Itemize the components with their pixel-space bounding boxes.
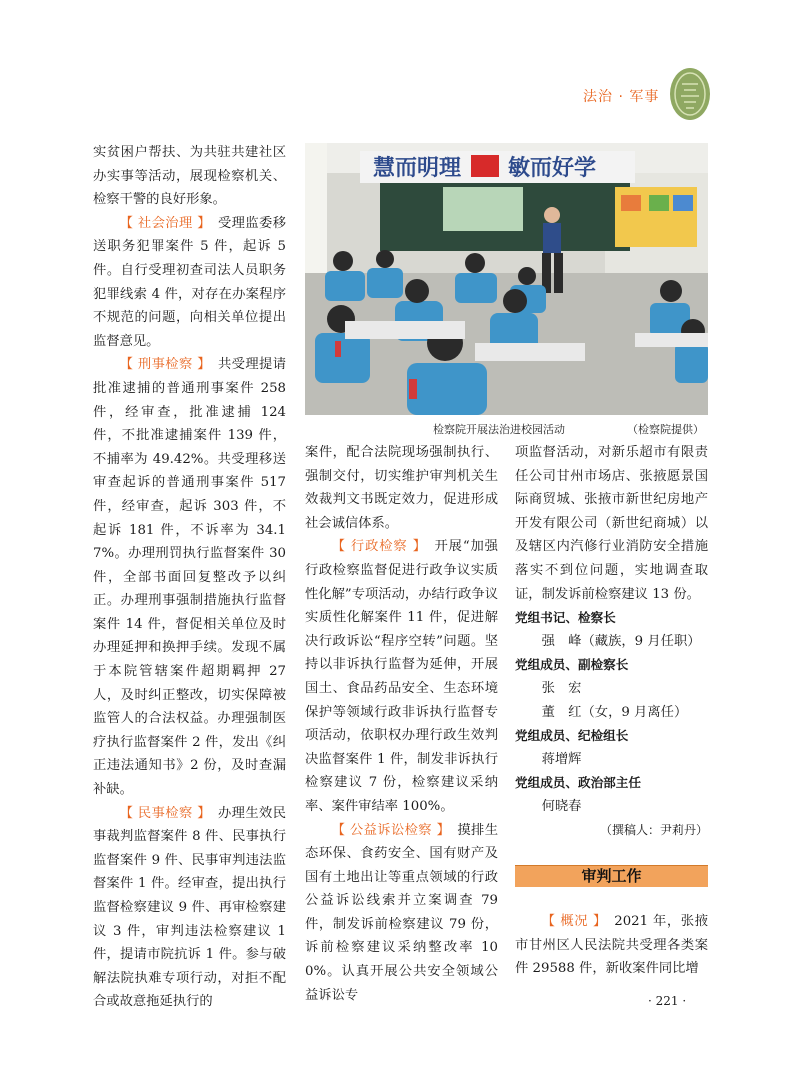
paragraph-administrative-procuratorate: [305, 535, 498, 818]
role-title: 党组书记、检察长: [515, 610, 616, 626]
page-number: · 221 ·: [648, 994, 687, 1008]
paragraph-social-governance: [93, 212, 286, 354]
section-heading-bar: [515, 865, 708, 887]
paragraph-text: 办理生效民事裁判监督案件 8 件、民事执行监督案件 9 件、民事审判违法监督案件 1 件。经审查，提出执行监督检察建议 9 件、再审检察建议 3 件，审判违法检察建议 1 件，提请市院抗诉 1 件。参与破解法院执难专项行动，对拒不配合或故意拖延执行的: [93, 805, 287, 1010]
paragraph-civil-procuratorate: [93, 802, 286, 1014]
paragraph-public-interest-litigation: [305, 819, 498, 1008]
paragraph: 项监督活动，对新乐超市有限责任公司甘州市场店、张掖愿景国际商贸城、张掖市新世纪房地产开发有限公司（新世纪商城）以及辖区内汽修行业消防安全措施落实不到位问题，实地调查取证，制发诉前检察建议 13 份。: [515, 445, 708, 602]
paragraph-criminal-procuratorate: [93, 353, 286, 801]
role-title: 党组成员、政治部主任: [515, 775, 641, 791]
person-name: 蒋增辉: [541, 751, 582, 767]
paragraph-overview: [515, 910, 708, 981]
person-name: 张 宏: [541, 680, 582, 696]
section-tag: 【 民事检察 】: [119, 805, 205, 821]
classroom-photo: [305, 143, 708, 415]
paragraph-text: 受理监委移送职务犯罪案件 5 件，起诉 5 件。自行受理初查司法人员职务犯罪线索 4 件，对存在办案程序不规范的问题，向相关单位提出监督意见。: [93, 215, 287, 349]
section-tag: 【 行政检察 】: [331, 539, 421, 555]
person-name: 何晓春: [541, 798, 582, 814]
paragraph-text: 共受理提请批准逮捕的普通刑事案件 258 件，经审查，批准逮捕 124 件，不批准逮捕案件 139 件，不捕率为 49.42%。共受理移送审查起诉的普通刑事案件 517 件，经审查，起诉 303 件，不起诉 181 件，不诉率为 34.17%。办理刑罚执行监督案件 30 件，全部书面回复整改予以纠正。办理刑事强制措施执行监督案件 14 件，督促相关单位及时办理延押和换押手续。发现不属于本院管辖案件超期羁押 27 人，及时纠正整改，切实保障被监管人的合法权益。办理强制医疗执行监督案件 2 件，发出《纠正违法通知书》2 份，及时查漏补缺。: [93, 357, 287, 798]
paragraph: 实贫困户帮扶、为共驻共建社区办实事等活动，展现检察机关、检察干警的良好形象。: [93, 145, 286, 208]
section-tag: 【 公益诉讼检察 】: [331, 822, 444, 838]
paragraph: 案件，配合法院现场强制执行、强制交付，切实维护审判机关生效裁判文书既定效力，促进形成社会诚信体系。: [305, 445, 498, 531]
column-2: [305, 441, 498, 1007]
section-heading: 审判工作: [581, 867, 642, 885]
banner-right-text: 敏而好学: [508, 156, 597, 181]
paragraph-text: 2021 年，张掖市甘州区人民法院共受理各类案件 29588 件，新收案件同比增: [515, 914, 708, 977]
person-name: 强 峰（藏族，9 月任职）: [541, 633, 701, 649]
caption-text: 检察院开展法治进校园活动: [433, 423, 565, 436]
role-title: 党组成员、副检察长: [515, 657, 629, 673]
section-header: 法治 · 军事: [583, 89, 660, 105]
column-1: [93, 141, 286, 1014]
banner-left-text: 慧而明理: [373, 156, 462, 181]
role-title: 党组成员、纪检组长: [515, 728, 629, 744]
column-3-lower: [515, 910, 708, 981]
person-name: 董 红（女，9 月离任）: [541, 704, 688, 720]
section-tag: 【 社会治理 】: [119, 215, 205, 231]
author-credit: （撰稿人：尹莉丹）: [599, 822, 708, 837]
paragraph-text: 摸排生态环保、食药安全、国有财产及国有土地出让等重点领域的行政公益诉讼线索并立案调查 79 件，制发诉前检察建议 79 份，诉前检察建议采纳整改率 100%。认真开展公共安全领域公益诉讼专: [305, 822, 499, 1003]
column-3: [515, 441, 708, 842]
paragraph-text: 开展“加强行政检察监督促进行政争议实质性化解”专项活动，办结行政争议实质性化解案件 11 件，促进解决行政诉讼“程序空转”问题。坚持以非诉执行监督为延伸，开展国土、食品药品安全、生态环境保护等领域行政非诉执行监督专项活动，依职权办理行政生效判决监督案件 1 件，制发非诉执行检察建议 7 份，检察建议采纳率、案件审结率 100%。: [305, 539, 498, 814]
classroom-illustration: [305, 143, 708, 415]
section-tag: 【 刑事检察 】: [119, 357, 205, 373]
photo-credit: （检察院提供）: [627, 423, 704, 436]
seal-stamp-icon: [668, 66, 712, 122]
section-tag: 【 概况 】: [541, 914, 601, 929]
